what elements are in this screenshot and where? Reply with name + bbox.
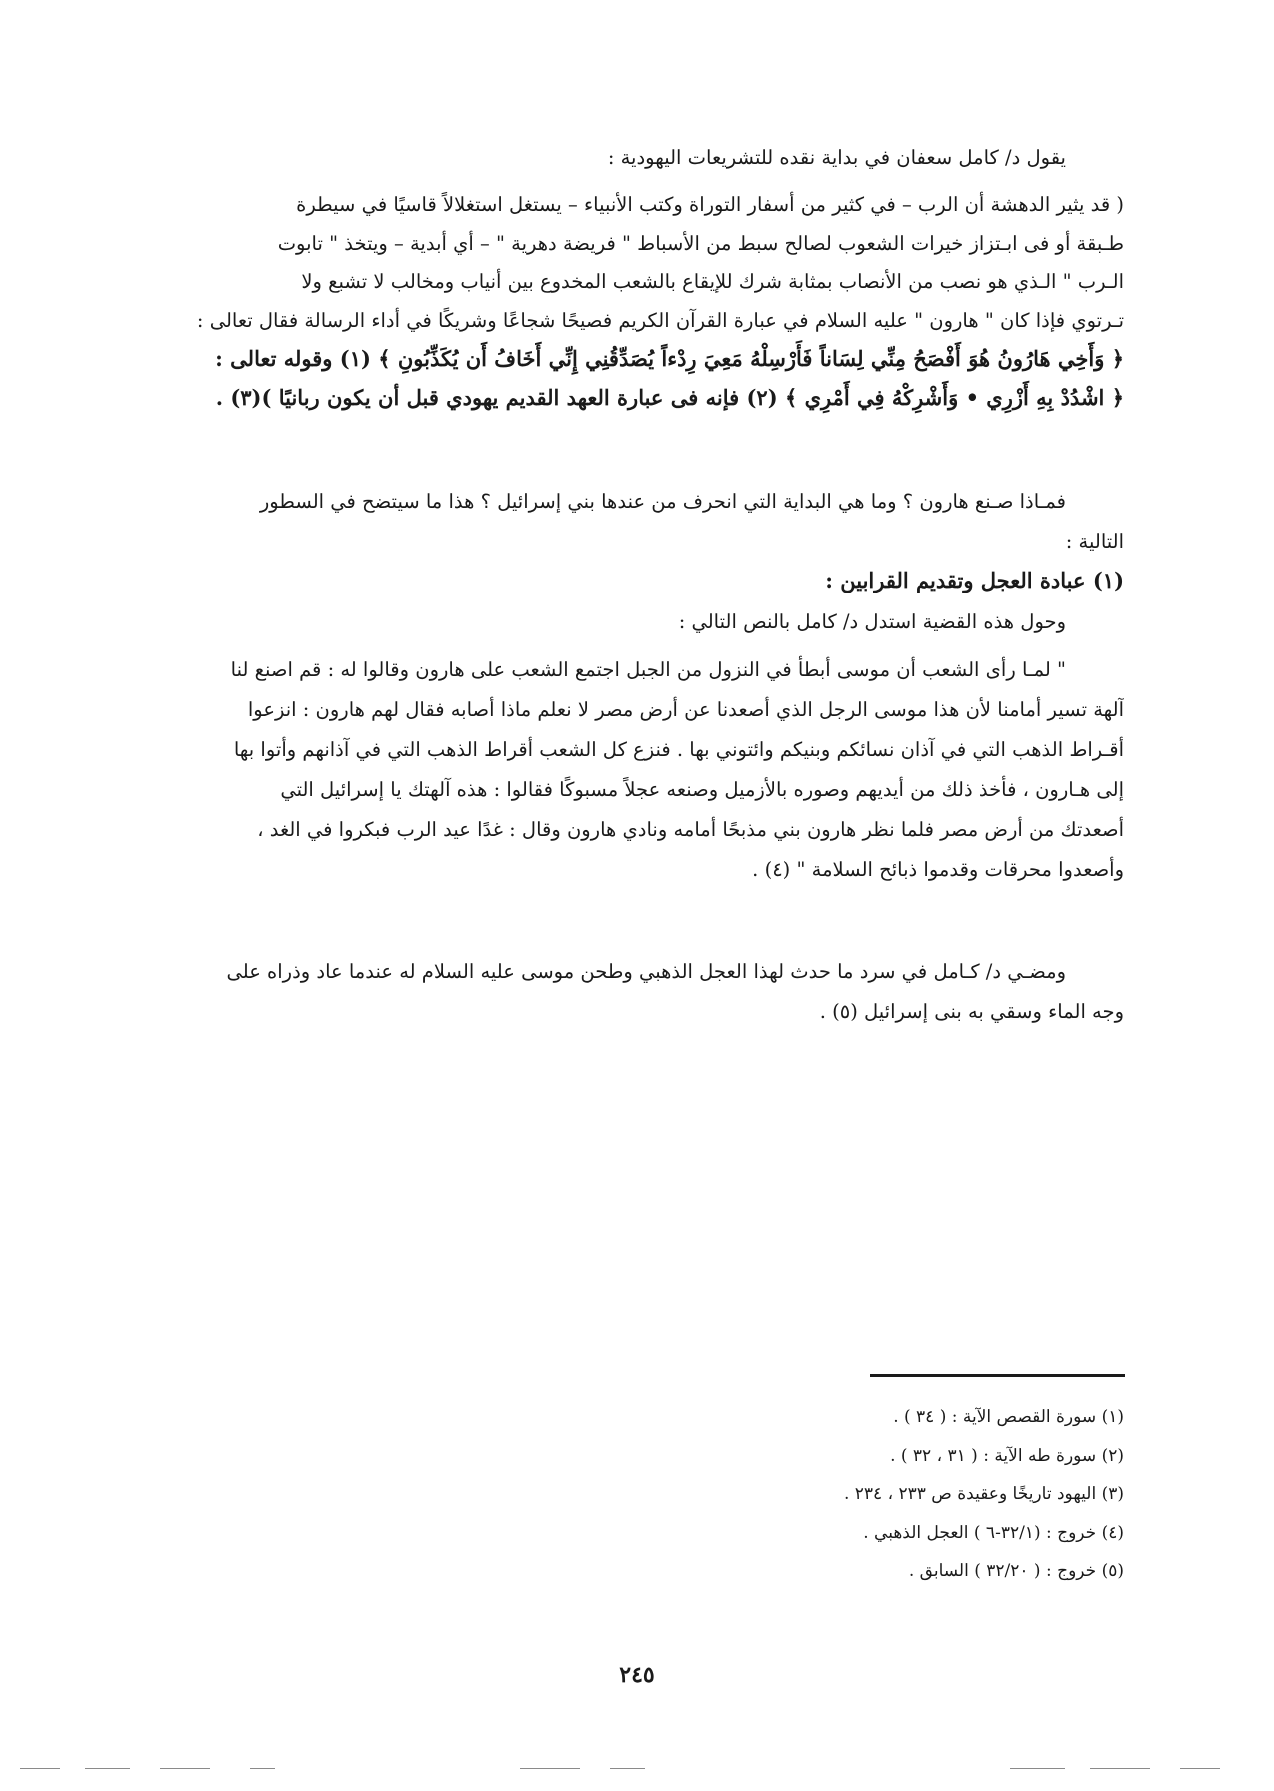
section-intro-line: وحول هذه القضية استدل د/ كامل بالنص التالي :: [678, 610, 1066, 633]
quote-paragraph: [144, 186, 1124, 417]
quote-line: طـبقة أو فى ابـتزاز خيرات الشعوب لصالح سبط من الأسباط " فريضة دهرية " – أي أبدية – ويتخذ " تابوت: [277, 231, 1124, 255]
closing-line: وجه الماء وسقي به بنى إسرائيل (٥) .: [819, 1000, 1124, 1023]
exodus-line: " لمـا رأى الشعب أن موسى أبطأ في النزول من الجبل اجتمع الشعب على هارون وقالوا له : قم اصنع لنا: [230, 658, 1066, 681]
closing-line: ومضـي د/ كـامل في سرد ما حدث لهذا العجل الذهبي وطحن موسى عليه السلام له عندما عاد وذراه على: [226, 960, 1066, 983]
footnote-separator: [870, 1374, 1125, 1377]
footnote: (٣) اليهود تاريخًا وعقيدة ص ٢٣٣ ، ٢٣٤ .: [843, 1484, 1124, 1504]
intro-line: يقول د/ كامل سعفان في بداية نقده للتشريعات اليهودية :: [607, 146, 1066, 169]
quran-verse-line: ﴿ اشْدُدْ بِهِ أَزْرِي • وَأَشْرِكْهُ فِي أَمْرِي ﴾ (٢) فإنه فى عبارة العهد القديم يهودي قبل أن يكون ربانيًا )(٣) .: [215, 384, 1124, 410]
intro-paragraph: [144, 146, 1124, 169]
question-paragraph: [144, 482, 1124, 562]
section-intro-block: [144, 610, 1124, 633]
exodus-line: إلى هـارون ، فأخذ ذلك من أيديهم وصوره بالأزميل وصنعه عجلاً مسبوكًا فقالوا : هذه آلهتك يا إسرائيل التي: [280, 778, 1124, 801]
section-heading-block: [144, 568, 1124, 593]
exodus-line: وأصعدوا محرقات وقدموا ذبائح السلامة " (٤) .: [752, 858, 1124, 881]
footnote: (١) سورة القصص الآية : ( ٣٤ ) .: [893, 1407, 1124, 1427]
quote-line: تـرتوي فإذا كان " هارون " عليه السلام في عبارة القرآن الكريم فصيحًا شجاعًا وشريكًا في أداء الرسالة فقال تعالى :: [196, 308, 1124, 332]
exodus-line: آلهة تسير أمامنا لأن هذا موسى الرجل الذي أصعدنا عن أرض مصر لا نعلم ماذا أصابه فقال لهم هارون : انزعوا: [247, 698, 1124, 721]
quran-verse-line: ﴿ وَأَخِي هَارُونُ هُوَ أَفْصَحُ مِنِّي لِسَاناً فَأَرْسِلْهُ مَعِيَ رِدْءاً يُصَدِّقُنِي إِنِّي أَخَافُ أَن يُكَذِّبُونِ ﴾ (١) وقوله تعالى :: [215, 346, 1124, 371]
exodus-quote-paragraph: [144, 650, 1124, 890]
footnote: (٢) سورة طه الآية : ( ٣١ ، ٣٢ ) .: [890, 1445, 1124, 1466]
footnote: (٤) خروج : (٣٢/١-٦ ) العجل الذهبي .: [863, 1522, 1124, 1543]
scan-edge-lines: [0, 1768, 1274, 1774]
closing-paragraph: [144, 952, 1124, 1032]
section-heading: (١) عبادة العجل وتقديم القرابين :: [825, 568, 1124, 593]
page-number: ٢٤٥: [619, 1662, 655, 1688]
footnotes: [424, 1398, 1124, 1591]
question-line: التالية :: [1065, 530, 1124, 553]
quote-line: الـرب " الـذي هو نصب من الأنصاب بمثابة شرك للإيقاع بالشعب المخدوع بين أنياب ومخالب لا تشبع ولا: [301, 270, 1124, 293]
exodus-line: أقـراط الذهب التي في آذان نسائكم وبنيكم وائتوني بها . فنزع كل الشعب أقراط الذهب التي في آذانهم وأتوا بها: [233, 738, 1124, 761]
footnote: (٥) خروج : ( ٣٢/٢٠ ) السابق .: [908, 1561, 1124, 1581]
exodus-line: أصعدتك من أرض مصر فلما نظر هارون بني مذبحًا أمامه ونادي هارون وقال : غدًا عيد الرب فبكروا في الغد ،: [257, 818, 1124, 841]
quote-line: ( قد يثير الدهشة أن الرب – في كثير من أسفار التوراة وكتب الأنبياء – يستغل استغلالاً قاسيًا في سيطرة: [296, 193, 1124, 216]
question-line: فمـاذا صـنع هارون ؟ وما هي البداية التي انحرف من عندها بني إسرائيل ؟ هذا ما سيتضح في السطور: [259, 490, 1066, 513]
